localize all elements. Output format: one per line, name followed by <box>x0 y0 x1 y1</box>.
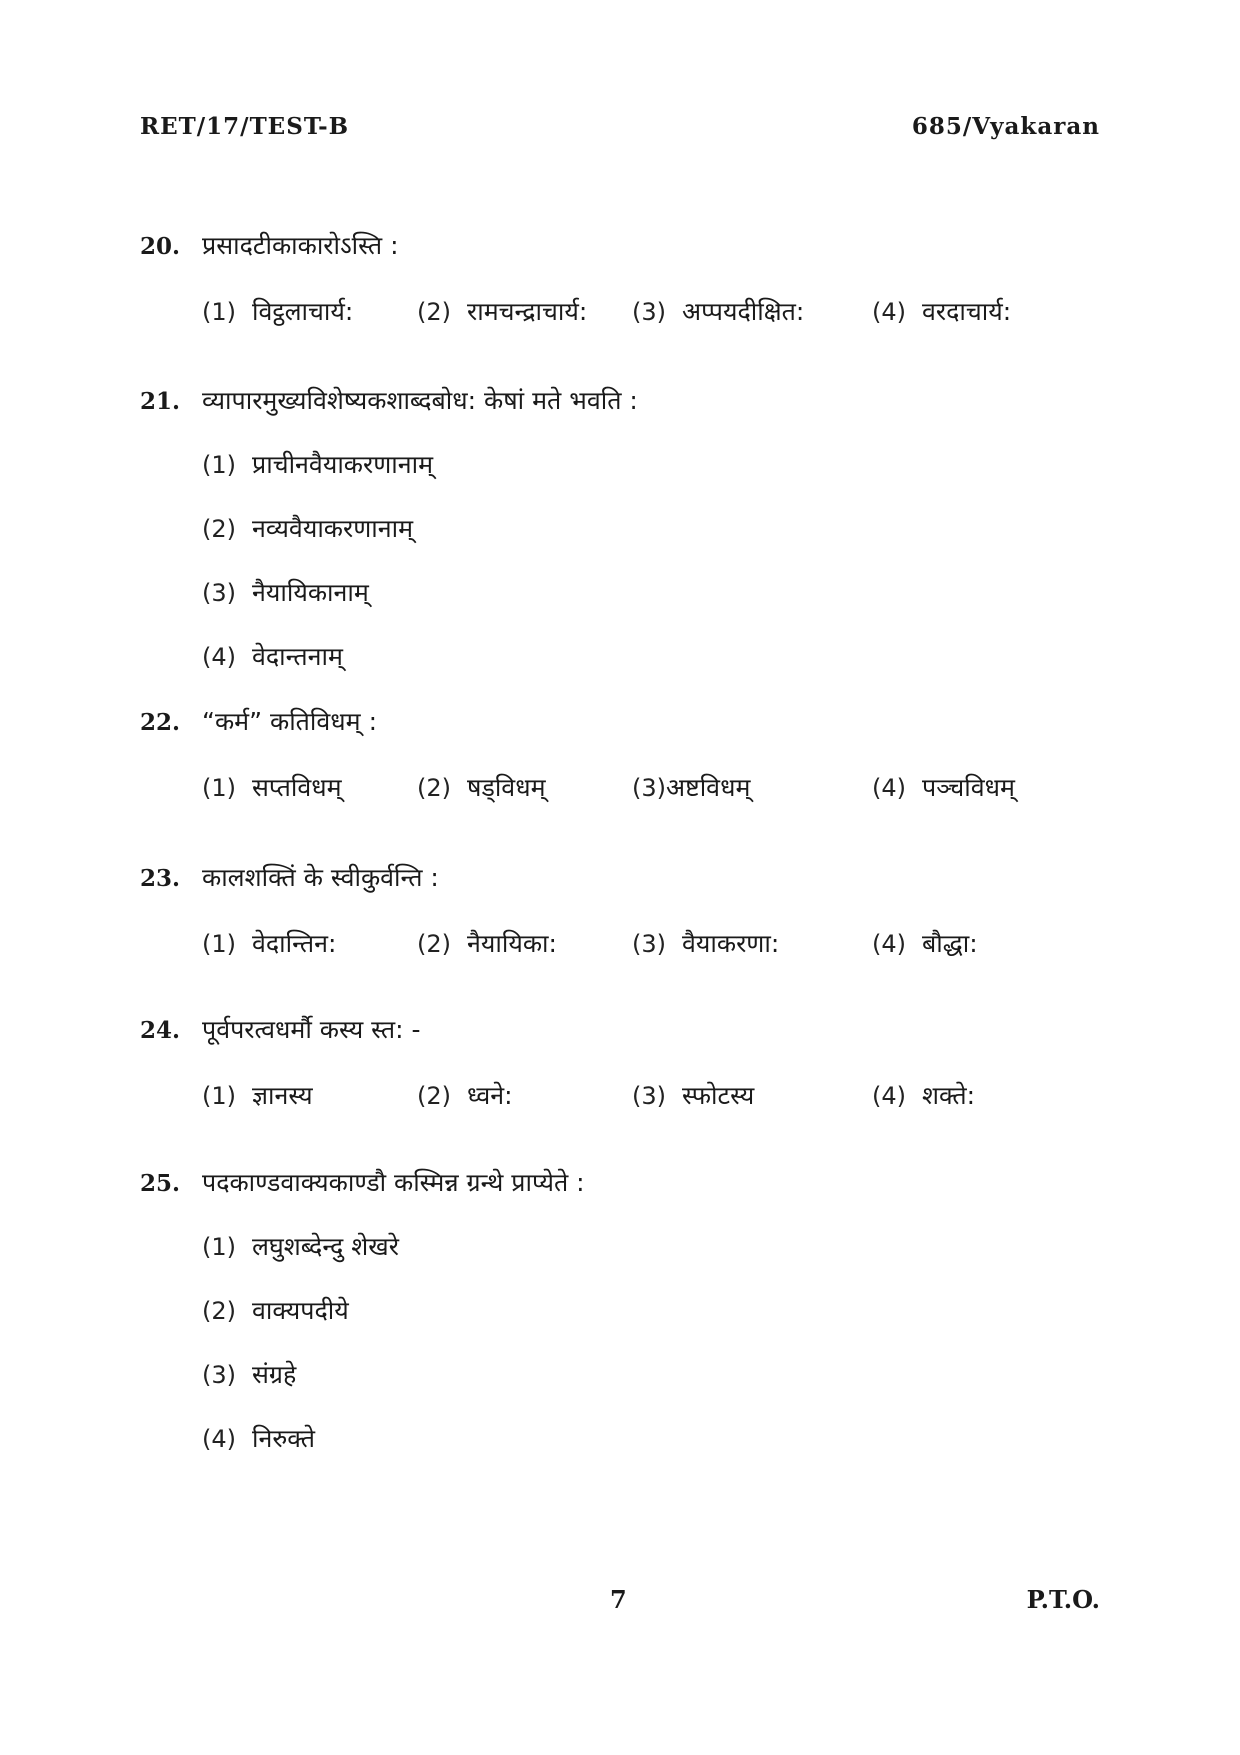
option-text: स्फोटस्य <box>682 1081 755 1110</box>
options <box>202 294 1100 328</box>
options <box>202 1229 1100 1457</box>
option-1 <box>202 1078 417 1112</box>
question-25 <box>140 1165 1100 1485</box>
option-text: वेदान्तनाम् <box>252 642 343 671</box>
option-3 <box>632 294 872 328</box>
options <box>202 926 1100 960</box>
option-text: षड्विधम् <box>467 773 546 802</box>
option-text: ध्वने: <box>467 1081 513 1110</box>
page-number: 7 <box>610 1585 627 1614</box>
question-text: “कर्म” कतिविधम् : <box>202 707 377 736</box>
option-4 <box>872 1078 975 1112</box>
option-1 <box>202 770 417 804</box>
option-text: लघुशब्देन्दु शेखरे <box>252 1232 399 1261</box>
option-text: निरुक्ते <box>252 1424 315 1453</box>
option-number: (3) <box>202 579 236 607</box>
option-number: (3) <box>632 298 666 326</box>
option-number: (4) <box>872 1082 906 1110</box>
question-number: 21. <box>140 388 181 415</box>
question-text: प्रसादटीकाकारोऽस्ति : <box>202 231 399 260</box>
option-number: (2) <box>417 1082 451 1110</box>
option-2 <box>417 770 632 804</box>
question-text: पदकाण्डवाक्यकाण्डौ कस्मिन्न ग्रन्थे प्राप्येते : <box>202 1168 585 1197</box>
option-text: बौद्धा: <box>922 929 978 958</box>
question-text: व्यापारमुख्यविशेष्यकशाब्दबोध: केषां मते भवति : <box>202 386 638 415</box>
question-text: कालशक्तिं के स्वीकुर्वन्ति : <box>202 863 439 892</box>
option-text: रामचन्द्राचार्य: <box>467 297 588 326</box>
option-text: ज्ञानस्य <box>252 1081 313 1110</box>
options <box>202 447 1100 675</box>
option-3 <box>632 1078 872 1112</box>
question-23 <box>140 860 1100 960</box>
option-text: नैयायिकानाम् <box>252 578 369 607</box>
option-3 <box>632 770 872 804</box>
options <box>202 1078 1100 1112</box>
option-text: विट्ठलाचार्य: <box>252 297 354 326</box>
header-code-left: RET/17/TEST-B <box>140 113 350 140</box>
question-number: 22. <box>140 709 181 736</box>
option-number: (3) <box>632 774 666 802</box>
option-number: (1) <box>202 774 236 802</box>
question-number: 25. <box>140 1170 181 1197</box>
option-2 <box>202 511 1100 547</box>
option-number: (1) <box>202 298 236 326</box>
pto-label: P.T.O. <box>1026 1585 1100 1614</box>
option-number: (3) <box>632 1082 666 1110</box>
option-text: नव्यवैयाकरणानाम् <box>252 514 414 543</box>
option-number: (4) <box>202 643 236 671</box>
option-2 <box>417 1078 632 1112</box>
option-4 <box>872 926 978 960</box>
option-4 <box>872 294 1011 328</box>
option-2 <box>417 926 632 960</box>
option-1 <box>202 1229 1100 1265</box>
option-number: (2) <box>417 930 451 958</box>
header-code-right: 685/Vyakaran <box>911 113 1100 140</box>
option-number: (1) <box>202 930 236 958</box>
option-1 <box>202 926 417 960</box>
option-number: (2) <box>202 515 236 543</box>
option-text: अप्पयदीक्षित: <box>682 297 805 326</box>
option-1 <box>202 447 1100 483</box>
option-4 <box>202 1421 1100 1457</box>
option-3 <box>202 575 1100 611</box>
option-4 <box>202 639 1100 675</box>
question-22 <box>140 704 1100 804</box>
option-2 <box>202 1293 1100 1329</box>
option-text: पञ्चविधम् <box>922 773 1015 802</box>
option-number: (4) <box>872 774 906 802</box>
option-2 <box>417 294 632 328</box>
option-number: (1) <box>202 1082 236 1110</box>
question-21 <box>140 383 1100 703</box>
option-number: (2) <box>202 1297 236 1325</box>
question-number: 24. <box>140 1017 181 1044</box>
option-number: (3) <box>202 1361 236 1389</box>
option-number: (2) <box>417 774 451 802</box>
question-number: 20. <box>140 233 181 260</box>
option-text: वाक्यपदीये <box>252 1296 349 1325</box>
option-3 <box>632 926 872 960</box>
option-text: सप्तविधम् <box>252 773 342 802</box>
option-number: (4) <box>202 1425 236 1453</box>
question-20 <box>140 228 1100 328</box>
option-text: प्राचीनवैयाकरणानाम् <box>252 450 434 479</box>
option-text: वरदाचार्य: <box>922 297 1012 326</box>
option-text: वेदान्तिन: <box>252 929 337 958</box>
option-number: (4) <box>872 930 906 958</box>
question-24 <box>140 1012 1100 1112</box>
option-number: (1) <box>202 451 236 479</box>
option-text: संग्रहे <box>252 1360 297 1389</box>
option-number: (2) <box>417 298 451 326</box>
option-text: वैयाकरणा: <box>682 929 780 958</box>
question-text: पूर्वपरत्वधर्मौ कस्य स्त: - <box>202 1015 421 1044</box>
option-4 <box>872 770 1015 804</box>
option-1 <box>202 294 417 328</box>
option-text: नैयायिका: <box>467 929 557 958</box>
option-number: (1) <box>202 1233 236 1261</box>
options <box>202 770 1100 804</box>
option-3 <box>202 1357 1100 1393</box>
option-number: (3) <box>632 930 666 958</box>
option-text: शक्ते: <box>922 1081 976 1110</box>
option-number: (4) <box>872 298 906 326</box>
option-text: अष्टविधम् <box>666 773 751 802</box>
question-number: 23. <box>140 865 181 892</box>
